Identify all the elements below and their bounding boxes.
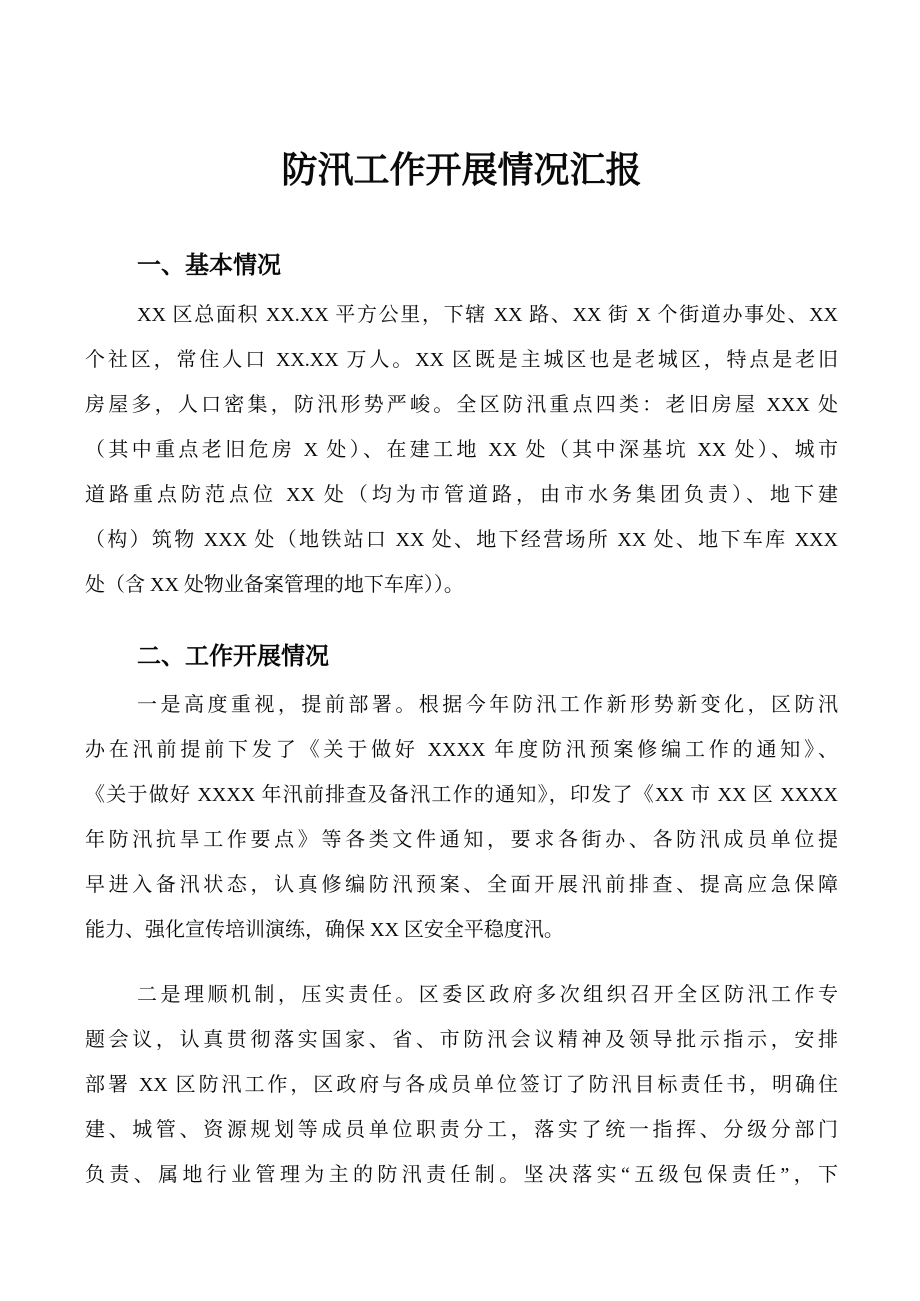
text-line: 能力、强化宣传培训演练，确保 XX 区安全平稳度汛。 [85, 919, 564, 941]
text-line: 建、城管、资源规划等成员单位职责分工，落实了统一指挥、分级分部门 [85, 1119, 838, 1141]
doc-title: 防汛工作开展情况汇报 [281, 149, 642, 190]
text-line: 部署 XX 区防汛工作，区政府与各成员单位签订了防汛目标责任书，明确住 [85, 1074, 838, 1096]
section-heading-1: 一、基本情况 [137, 252, 281, 279]
paragraph [85, 973, 838, 1198]
paragraph [85, 683, 838, 953]
text-line: 早进入备汛状态，认真修编防汛预案、全面开展汛前排查、提高应急保障 [85, 874, 838, 896]
text-line: 道路重点防范点位 XX 处（均为市管道路，由市水务集团负责）、地下建 [85, 484, 838, 506]
text-line: 二是理顺机制，压实责任。区委区政府多次组织召开全区防汛工作专 [137, 984, 838, 1006]
text-line: （其中重点老旧危房 X 处）、在建工地 XX 处（其中深基坑 XX 处）、城市 [85, 439, 838, 461]
text-line: 房屋多，人口密集，防汛形势严峻。全区防汛重点四类：老旧房屋 XXX 处 [85, 394, 838, 416]
text-line: 一是高度重视，提前部署。根据今年防汛工作新形势新变化，区防汛 [137, 694, 838, 716]
text-line: 《关于做好 XXXX 年汛前排查及备汛工作的通知》，印发了《XX 市 XX 区 XXXX [85, 784, 838, 806]
text-line: 年防汛抗旱工作要点》等各类文件通知，要求各街办、各防汛成员单位提 [85, 829, 838, 851]
text-line: XX 区总面积 XX.XX 平方公里，下辖 XX 路、XX 街 X 个街道办事处、XX [137, 304, 838, 326]
text-line: 题会议，认真贯彻落实国家、省、市防汛会议精神及领导批示指示，安排 [85, 1029, 838, 1051]
text-line: 办在汛前提前下发了《关于做好 XXXX 年度防汛预案修编工作的通知》、 [85, 739, 838, 761]
text-line: 个社区，常住人口 XX.XX 万人。XX 区既是主城区也是老城区，特点是老旧 [85, 349, 838, 371]
text-line: 处（含 XX 处物业备案管理的地下车库））。 [85, 574, 464, 596]
paragraph [85, 293, 838, 608]
section-heading-2: 二、工作开展情况 [137, 643, 329, 670]
document-content [0, 143, 920, 1198]
text-line: （构）筑物 XXX 处（地铁站口 XX 处、地下经营场所 XX 处、地下车库 XXX [85, 529, 838, 551]
text-line: 负责、属地行业管理为主的防汛责任制。坚决落实“五级包保责任”，下 [85, 1164, 838, 1186]
